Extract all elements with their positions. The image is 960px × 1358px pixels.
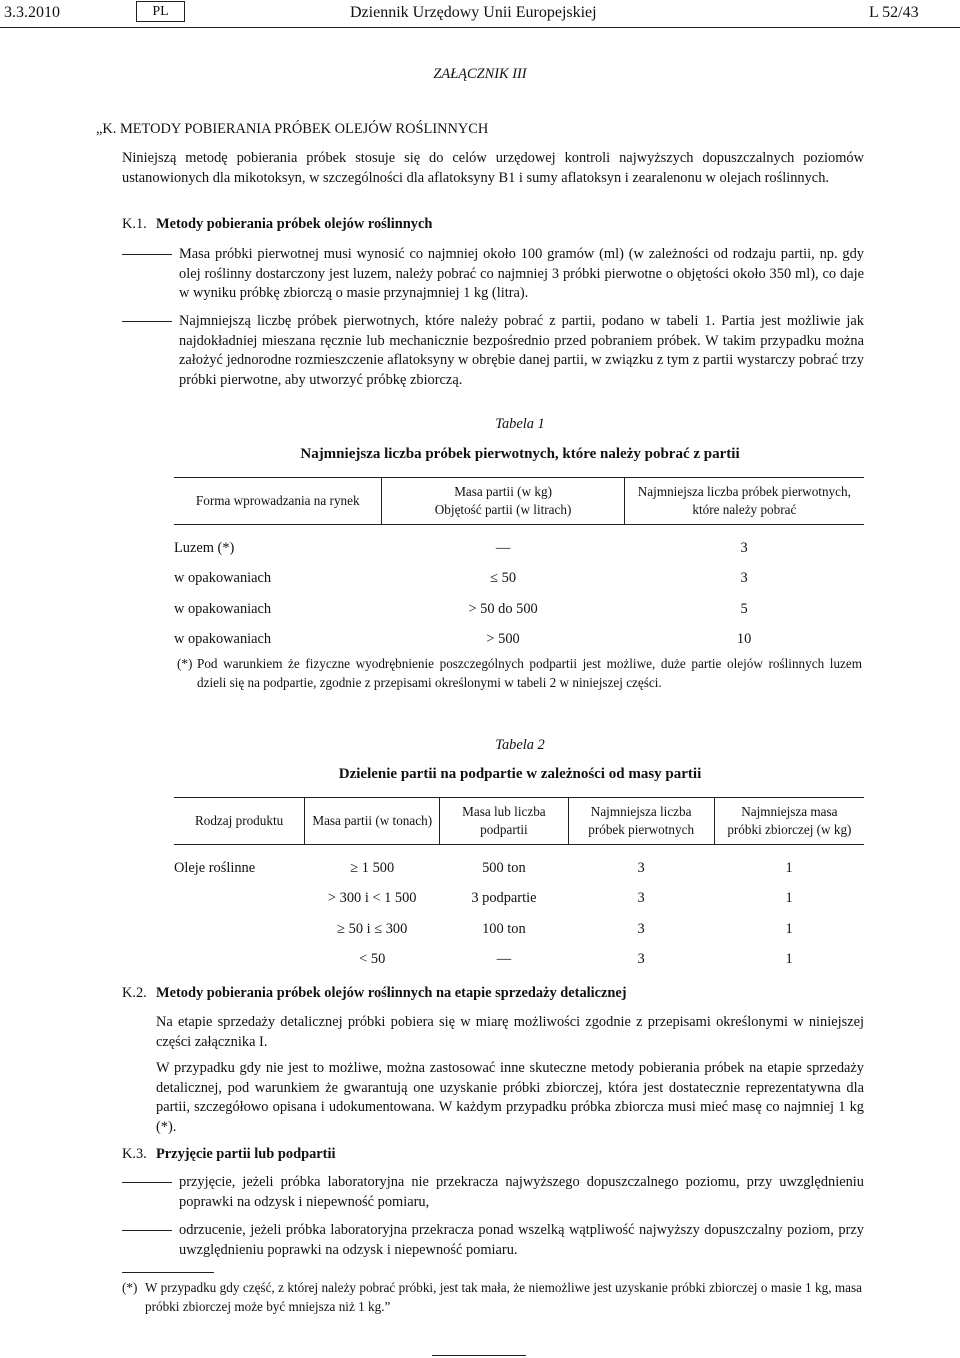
intro-paragraph: Niniejszą metodę pobierania próbek stosuje się do celów urzędowej kontroli najwyższych dopuszczalnych poziomów ustanowionych dla mikotoksyn, w szczególności dla aflatoksyny B1 i sumy aflatoksyn i zearalenonu w olejach roślinnych. bbox=[122, 150, 864, 186]
table1-header-cell: Forma wprowadzania na rynek bbox=[174, 478, 382, 525]
k1-item bbox=[122, 245, 864, 304]
table-row: w opakowaniach > 50 do 500 5 bbox=[174, 600, 748, 617]
dash-marker bbox=[122, 1182, 172, 1183]
annex-title: ZAŁĄCZNIK III bbox=[433, 66, 527, 82]
dash-marker bbox=[122, 321, 172, 322]
k1-item-text: Najmniejszą liczbę próbek pierwotnych, które należy pobrać z partii, podano w tabeli 1. Partia jest możliwie jak najdokładniej mieszana ręcznie lub mechanicznie bezpośrednio przed pobraniem próbek. W takim przypadku można założyć jednorodne rozmieszczenie aflatoksyny w obrębie danej partii, w związku z tym z partii wystarczy pobrać trzy próbki pierwotne, aby utworzyć próbkę zbiorczą. bbox=[179, 313, 864, 388]
table1-footnote: Pod warunkiem że fizyczne wyodrębnienie poszczególnych podpartii jest możliwe, duże partie olejów roślinnych luzem dzieli się na podpartie, zgodnie z przepisami określonymi w tabeli 2 w niniejszej części. bbox=[197, 656, 862, 690]
footnote-rule bbox=[122, 1272, 214, 1273]
table-row: < 50 — 3 1 bbox=[359, 951, 793, 968]
page-footnote: W przypadku gdy część, z której należy pobrać próbki, jest tak mała, że niemożliwe jest uzyskanie próbki zbiorczej o masie 1 kg, masa próbki zbiorczej może być mniejsza niż 1 kg.” bbox=[145, 1280, 862, 1314]
k2-paragraph: Na etapie sprzedaży detalicznej próbki pobiera się w miarę możliwości zgodnie z przepisami określonymi w niniejszej części załącznika I. bbox=[156, 1014, 864, 1050]
k1-item-text: Masa próbki pierwotnej musi wynosić co najmniej około 100 gramów (ml) (w zależności od rodzaju partii, np. gdy olej roślinny dostarczony jest luzem, należy pobrać co najmniej 3 próbki pierwotne o objętości około 350 ml), co daje w wyniku próbkę zbiorczą o masie przynajmniej 1 kg (litra). bbox=[179, 246, 864, 302]
table-row: w opakowaniach > 500 10 bbox=[174, 631, 752, 648]
k3-item-text: odrzucenie, jeżeli próbka laboratoryjna przekracza ponad wszelką wątpliwość najwyższy dopuszczalny poziom, przy uwzględnieniu poprawki na odzysk i niepewność pomiaru. bbox=[179, 1222, 864, 1258]
page-footnote-marker: (*) bbox=[122, 1280, 138, 1295]
k1-number: K.1. bbox=[122, 216, 147, 232]
header-date: 3.3.2010 bbox=[4, 4, 60, 21]
table-row: Oleje roślinne ≥ 1 500 500 ton 3 1 bbox=[174, 859, 793, 876]
header-rule bbox=[0, 27, 960, 28]
k2-number: K.2. bbox=[122, 985, 147, 1001]
k3-item-text: przyjęcie, jeżeli próbka laboratoryjna nie przekracza najwyższego dopuszczalnego poziomu, przy uwzględnieniu poprawki na odzysk i niepewność pomiaru, bbox=[179, 1174, 864, 1210]
table1-header-cell: Masa partii (w kg) Objętość partii (w litrach) bbox=[382, 478, 624, 525]
k1-title: Metody pobierania próbek olejów roślinnych bbox=[156, 216, 433, 232]
table2 bbox=[174, 797, 864, 975]
table2-header-cell: Najmniejsza liczba próbek pierwotnych bbox=[568, 798, 714, 845]
k3-item bbox=[122, 1221, 864, 1260]
k2-title: Metody pobierania próbek olejów roślinnych na etapie sprzedaży detalicznej bbox=[156, 985, 627, 1001]
end-rule bbox=[432, 1355, 526, 1356]
table2-title: Dzielenie partii na podpartie w zależności od masy partii bbox=[338, 766, 702, 782]
table2-header-cell: Najmniejsza masa próbki zbiorczej (w kg) bbox=[714, 798, 864, 845]
k3-item bbox=[122, 1173, 864, 1212]
k3-title: Przyjęcie partii lub podpartii bbox=[156, 1146, 336, 1162]
table-row: > 300 i < 1 500 3 podpartie 3 1 bbox=[327, 890, 793, 907]
table1-header-cell: Najmniejsza liczba próbek pierwotnych, które należy pobrać bbox=[624, 478, 864, 525]
k3-number: K.3. bbox=[122, 1146, 147, 1162]
k2-paragraph: W przypadku gdy nie jest to możliwe, można zastosować inne skuteczne metody pobierania próbek na etapie sprzedaży detalicznej, pod warunkiem że gwarantują one uzyskanie próbki zbiorczej, która jest dostatecznie reprezentatywna dla partii, szczegółowo opisana i udokumentowana. W każdym przypadku próbka zbiorcza musi mieć masę co najmniej 1 kg (*). bbox=[156, 1060, 864, 1135]
table1 bbox=[174, 477, 864, 655]
dash-marker bbox=[122, 1230, 172, 1231]
table1-label: Tabela 1 bbox=[495, 416, 545, 432]
language-badge: PL bbox=[136, 1, 185, 22]
table2-header-cell: Rodzaj produktu bbox=[174, 798, 305, 845]
table1-title: Najmniejsza liczba próbek pierwotnych, które należy pobrać z partii bbox=[300, 446, 740, 462]
table2-header-cell: Masa partii (w tonach) bbox=[305, 798, 440, 845]
table2-header-cell: Masa lub liczba podpartii bbox=[440, 798, 568, 845]
table-row: Luzem (*) — 3 bbox=[174, 539, 748, 556]
table-row: w opakowaniach ≤ 50 3 bbox=[174, 570, 748, 587]
table1-footnote-marker: (*) bbox=[177, 656, 193, 671]
table-row: ≥ 50 i ≤ 300 100 ton 3 1 bbox=[337, 920, 793, 937]
page-reference: L 52/43 bbox=[869, 4, 919, 21]
k1-item bbox=[122, 312, 864, 390]
journal-title: Dziennik Urzędowy Unii Europejskiej bbox=[350, 4, 597, 21]
section-title: „K. METODY POBIERANIA PRÓBEK OLEJÓW ROŚLINNYCH bbox=[96, 121, 489, 137]
table2-label: Tabela 2 bbox=[495, 737, 545, 753]
dash-marker bbox=[122, 254, 172, 255]
